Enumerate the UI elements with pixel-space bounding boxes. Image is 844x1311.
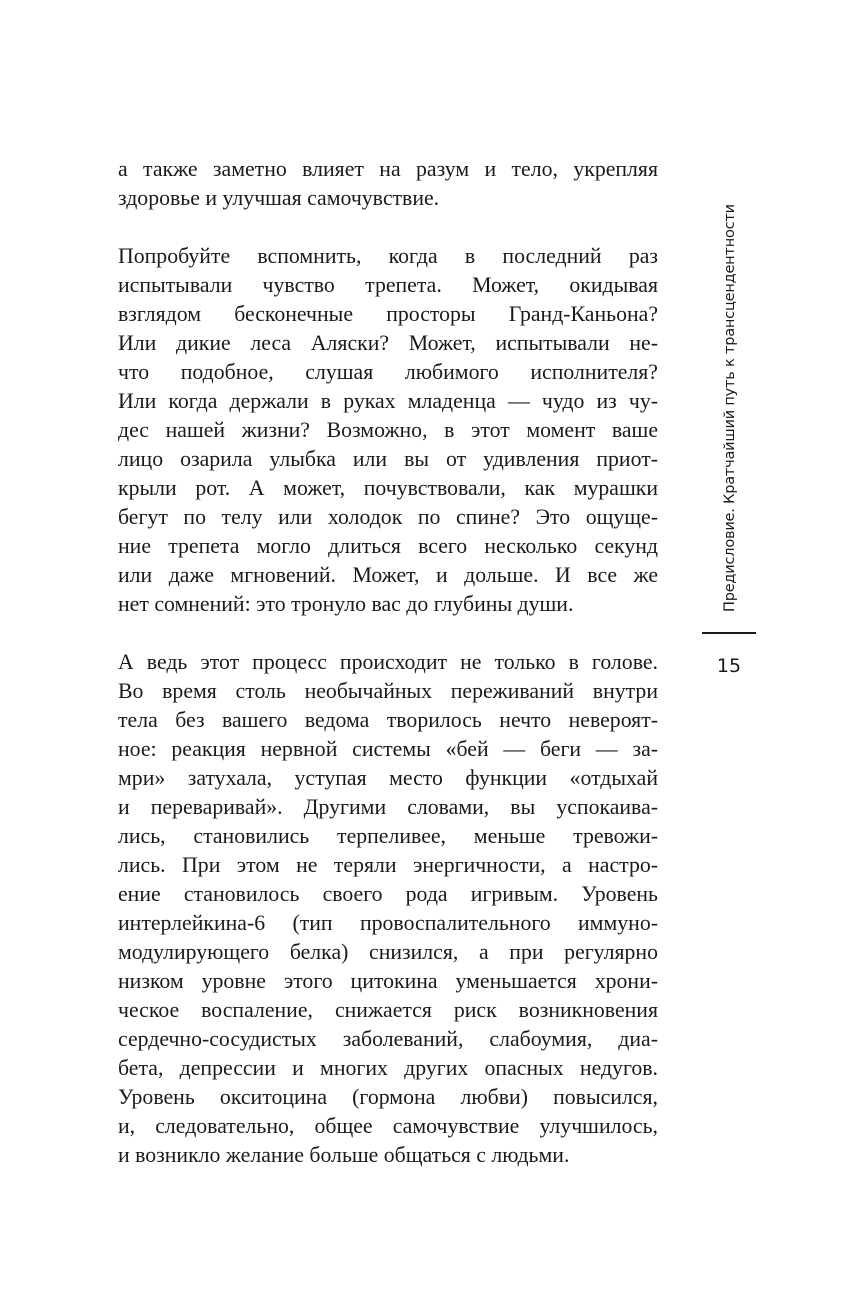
paragraph-2 [118, 242, 658, 619]
text-line: лись, становились терпеливее, меньше тревожи- [118, 824, 658, 848]
body-text [118, 155, 658, 1170]
text-line: модулирующего белка) снизился, а при регулярно [118, 940, 658, 964]
text-line: сердечно-сосудистых заболеваний, слабоумия, диа- [118, 1027, 658, 1051]
paragraph-3 [118, 648, 658, 1170]
text-line: ние трепета могло длиться всего несколько секунд [118, 534, 658, 558]
text-line: и, следовательно, общее самочувствие улучшилось, [118, 1114, 658, 1138]
text-line: А ведь этот процесс происходит не только в голове. [118, 650, 658, 674]
text-line: тела без вашего ведома творилось нечто невероят- [118, 708, 658, 732]
text-line: мри» затухала, уступая место функции «отдыхай [118, 766, 658, 790]
text-line: лись. При этом не теряли энергичности, а настро- [118, 853, 658, 877]
page-number: 15 [716, 655, 742, 677]
text-line: нет сомнений: это тронуло вас до глубины души. [118, 592, 574, 616]
text-line: бета, депрессии и многих других опасных недугов. [118, 1056, 658, 1080]
text-line: ческое воспаление, снижается риск возникновения [118, 998, 658, 1022]
text-line: ное: реакция нервной системы «бей — беги — за- [118, 737, 658, 761]
text-line: Во время столь необычайных переживаний внутри [118, 679, 658, 703]
text-line: или даже мгновений. Может, и дольше. И все же [118, 563, 658, 587]
text-line: ение становилось своего рода игривым. Уровень [118, 882, 658, 906]
page-number-rule [702, 632, 756, 634]
text-line: и переваривай». Другими словами, вы успокаива- [118, 795, 658, 819]
text-line: Попробуйте вспомнить, когда в последний раз [118, 244, 658, 268]
text-line: здоровье и улучшая самочувствие. [118, 186, 440, 210]
text-line: дес нашей жизни? Возможно, в этот момент ваше [118, 418, 658, 442]
text-line: Или когда держали в руках младенца — чудо из чу- [118, 389, 658, 413]
running-head: Предисловие. Кратчайший путь к трансцендентности [722, 204, 738, 612]
text-line: Или дикие леса Аляски? Может, испытывали не- [118, 331, 658, 355]
text-line: низком уровне этого цитокина уменьшается хрони- [118, 969, 658, 993]
text-line: интерлейкина-6 (тип провоспалительного иммуно- [118, 911, 658, 935]
text-line: испытывали чувство трепета. Может, окидывая [118, 273, 658, 297]
text-line: и возникло желание больше общаться с людьми. [118, 1143, 570, 1167]
text-line: бегут по телу или холодок по спине? Это ощуще- [118, 505, 658, 529]
paragraph-1 [118, 155, 658, 213]
text-line: взглядом бесконечные просторы Гранд-Каньона? [118, 302, 658, 326]
text-line: а также заметно влияет на разум и тело, укрепляя [118, 157, 658, 181]
text-line: лицо озарила улыбка или вы от удивления приот- [118, 447, 658, 471]
text-line: крыли рот. А может, почувствовали, как мурашки [118, 476, 658, 500]
text-line: Уровень окситоцина (гормона любви) повысился, [118, 1085, 658, 1109]
text-line: что подобное, слушая любимого исполнителя? [118, 360, 658, 384]
